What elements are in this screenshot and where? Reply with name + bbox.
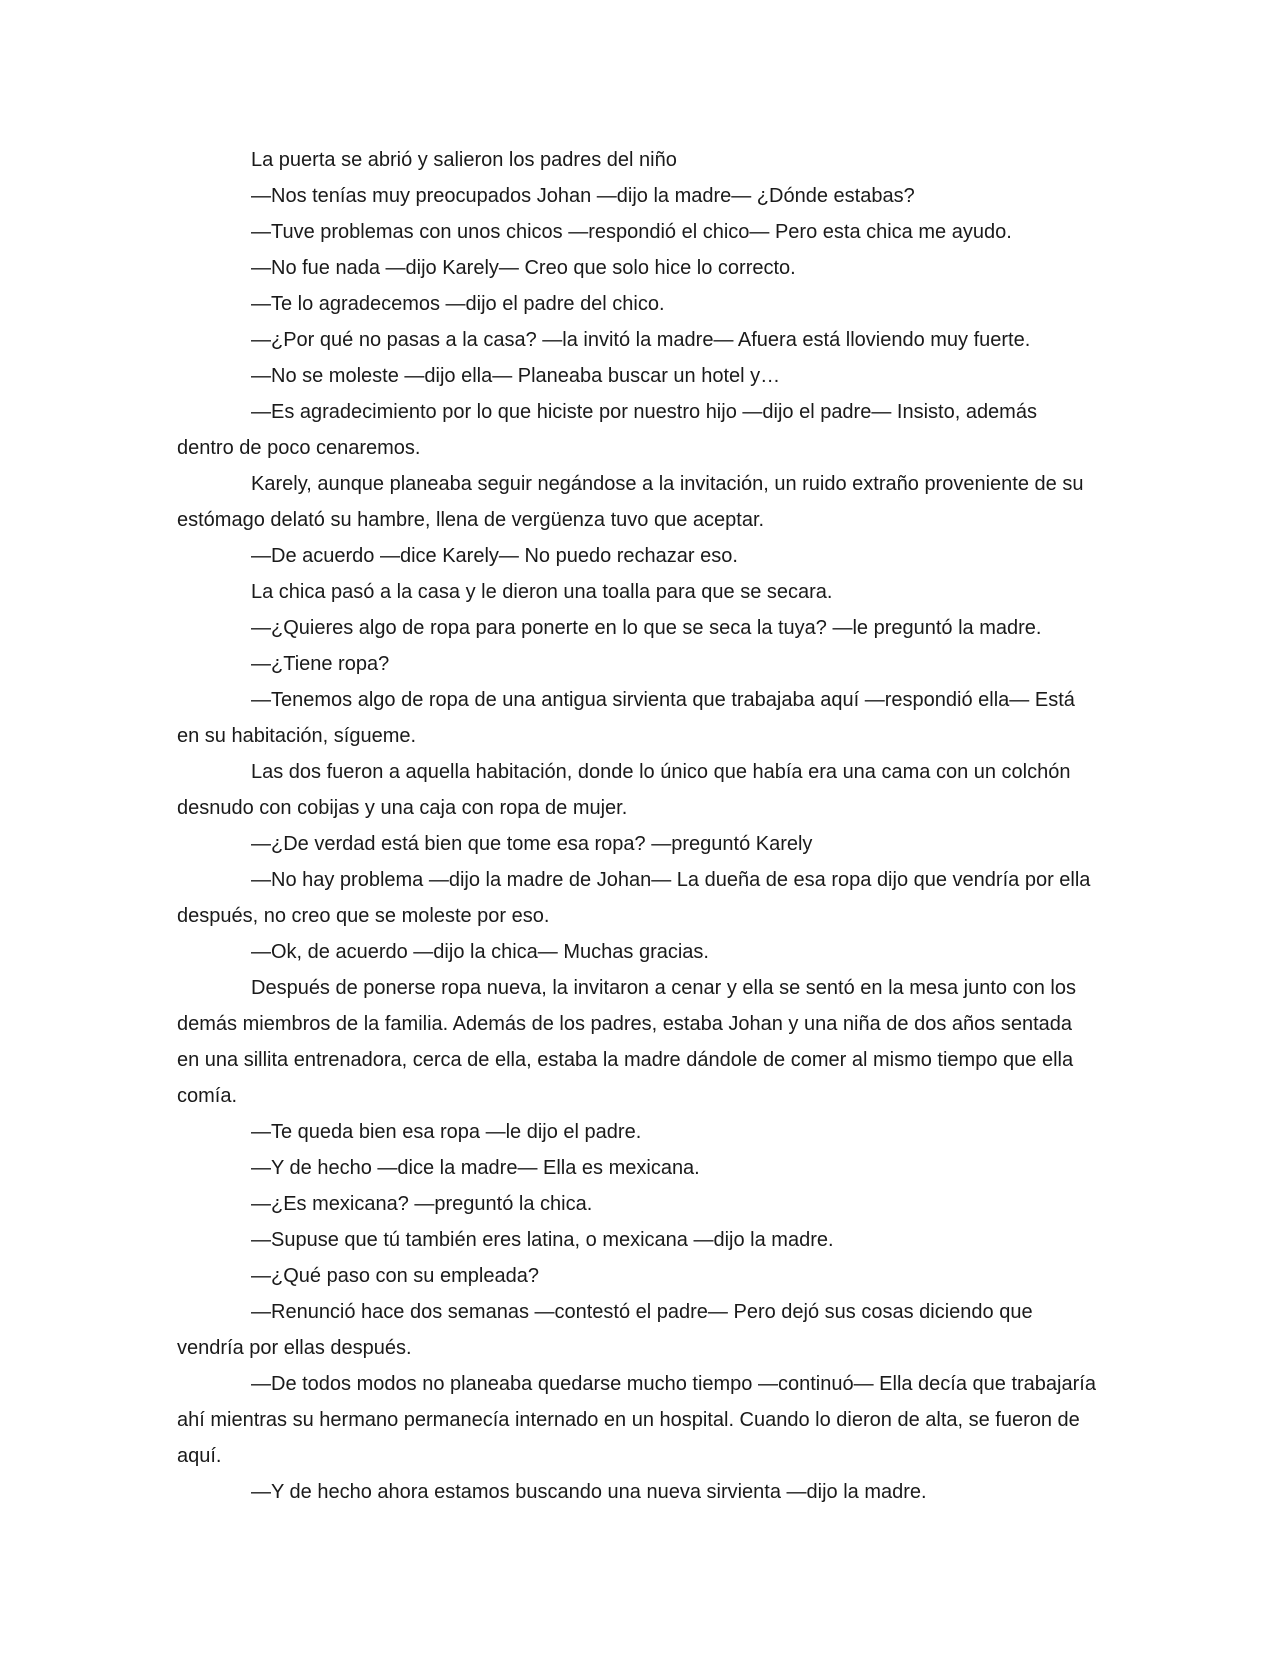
paragraph: Karely, aunque planeaba seguir negándose a la invitación, un ruido extraño proveniente de su estómago delató su hambre, llena de vergüenza tuvo que aceptar. — [177, 473, 1084, 531]
paragraph: La puerta se abrió y salieron los padres del niño — [251, 149, 677, 171]
paragraph: ―Tenemos algo de ropa de una antigua sirvienta que trabajaba aquí ―respondió ella― Está en su habitación, sígueme. — [177, 689, 1075, 747]
paragraph: ―Y de hecho ahora estamos buscando una nueva sirvienta ―dijo la madre. — [251, 1481, 927, 1503]
paragraph: ―Te lo agradecemos ―dijo el padre del chico. — [251, 293, 665, 315]
paragraph: ―Ok, de acuerdo ―dijo la chica― Muchas gracias. — [251, 941, 709, 963]
paragraph: ―No fue nada ―dijo Karely― Creo que solo hice lo correcto. — [251, 257, 796, 279]
paragraph: ―De acuerdo ―dice Karely― No puedo rechazar eso. — [251, 545, 738, 567]
paragraph: ―Supuse que tú también eres latina, o mexicana ―dijo la madre. — [251, 1229, 834, 1251]
paragraph: ―Nos tenías muy preocupados Johan ―dijo la madre― ¿Dónde estabas? — [251, 185, 915, 207]
paragraph: ―¿De verdad está bien que tome esa ropa? ―preguntó Karely — [251, 833, 813, 855]
paragraph: ―Te queda bien esa ropa ―le dijo el padre. — [251, 1121, 642, 1143]
paragraph: ―¿Qué paso con su empleada? — [251, 1265, 539, 1287]
paragraph: ―¿Por qué no pasas a la casa? ―la invitó la madre― Afuera está lloviendo muy fuerte. — [251, 329, 1031, 351]
paragraph: ―¿Es mexicana? ―preguntó la chica. — [251, 1193, 593, 1215]
paragraph: ―Y de hecho ―dice la madre― Ella es mexicana. — [251, 1157, 700, 1179]
paragraph: La chica pasó a la casa y le dieron una toalla para que se secara. — [251, 581, 833, 603]
body-text — [177, 142, 1097, 1510]
paragraph: ―Tuve problemas con unos chicos ―respondió el chico― Pero esta chica me ayudo. — [251, 221, 1012, 243]
paragraph: Después de ponerse ropa nueva, la invitaron a cenar y ella se sentó en la mesa junto con los demás miembros de la familia. Además de los padres, estaba Johan y una niña de dos años sentada en una sillita entrenadora, cerca de ella, estaba la madre dándole de comer al mismo tiempo que ella comía. — [177, 977, 1076, 1107]
paragraph: Las dos fueron a aquella habitación, donde lo único que había era una cama con un colchón desnudo con cobijas y una caja con ropa de mujer. — [177, 761, 1071, 819]
paragraph: ―Es agradecimiento por lo que hiciste por nuestro hijo ―dijo el padre― Insisto, además dentro de poco cenaremos. — [177, 401, 1037, 459]
paragraph: ―¿Tiene ropa? — [251, 653, 390, 675]
paragraph: ―Renunció hace dos semanas ―contestó el padre― Pero dejó sus cosas diciendo que vendría por ellas después. — [177, 1301, 1033, 1359]
paragraph: ―No se moleste ―dijo ella― Planeaba buscar un hotel y… — [251, 365, 781, 387]
paragraph: ―¿Quieres algo de ropa para ponerte en lo que se seca la tuya? ―le preguntó la madre. — [251, 617, 1042, 639]
paragraph: ―No hay problema ―dijo la madre de Johan― La dueña de esa ropa dijo que vendría por ella después, no creo que se moleste por eso. — [177, 869, 1091, 927]
paragraph: ―De todos modos no planeaba quedarse mucho tiempo ―continuó― Ella decía que trabajaría ahí mientras su hermano permanecía internado en un hospital. Cuando lo dieron de alta, se fueron de aquí. — [177, 1373, 1096, 1467]
